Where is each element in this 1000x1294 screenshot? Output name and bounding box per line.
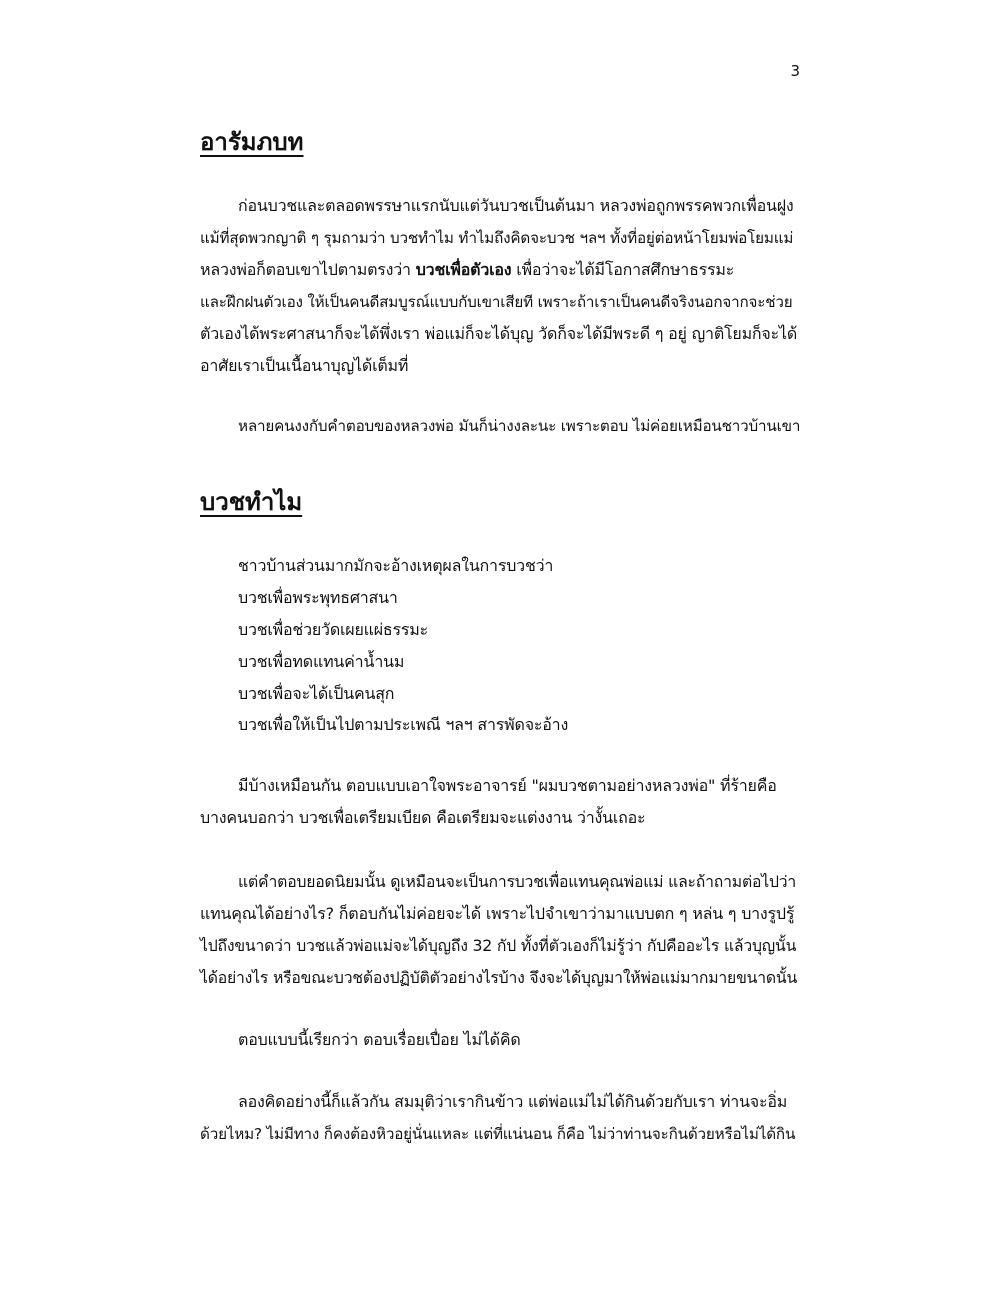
- text-run: หลวงพ่อก็ตอบเขาไปตามตรงว่า: [200, 260, 416, 279]
- paragraph-line: ด้วยไหม? ไม่มีทาง ก็คงต้องหิวอยู่นั่นแหละ แต่ที่แน่นอน ก็คือ ไม่ว่าท่านจะกินด้วยหรือไม่ได้กิน: [200, 1125, 796, 1143]
- list-item: บวชเพื่อพระพุทธศาสนา: [238, 588, 398, 607]
- paragraph-line: [200, 258, 734, 282]
- page-number: 3: [790, 62, 800, 80]
- list-item: บวชเพื่อจะได้เป็นคนสุก: [238, 684, 395, 703]
- list-intro: ชาวบ้านส่วนมากมักจะอ้างเหตุผลในการบวชว่า: [238, 556, 554, 575]
- paragraph-line: หลายคนงงกับคำตอบของหลวงพ่อ มันก็น่างงละนะ เพราะตอบ ไม่ค่อยเหมือนชาวบ้านเขา: [238, 417, 801, 435]
- paragraph-line: ก่อนบวชและตลอดพรรษาแรกนับแต่วันบวชเป็นต้นมา หลวงพ่อถูกพรรคพวกเพื่อนฝูง: [238, 196, 794, 215]
- emphasis-text: บวชเพื่อตัวเอง: [415, 260, 512, 279]
- paragraph-line: ไปถึงขนาดว่า บวชแล้วพ่อแม่จะได้บุญถึง 32 กัป ทั้งที่ตัวเองก็ไม่รู้ว่า กัปคืออะไร แล้วบุญนั้น: [200, 936, 797, 955]
- paragraph-line: แต่คำตอบยอดนิยมนั้น ดูเหมือนจะเป็นการบวชเพื่อแทนคุณพ่อแม่ และถ้าถามต่อไปว่า: [238, 872, 797, 891]
- paragraph-line: แทนคุณได้อย่างไร? ก็ตอบกันไม่ค่อยจะได้ เพราะไปจำเขาว่ามาแบบตก ๆ หล่น ๆ บางรูปรู้: [200, 904, 795, 923]
- list-item: บวชเพื่อให้เป็นไปตามประเพณี ฯลฯ สารพัดจะอ้าง: [238, 715, 569, 734]
- paragraph-line: แม้ที่สุดพวกญาติ ๆ รุมถามว่า บวชทำไม ทำไมถึงคิดจะบวช ฯลฯ ทั้งที่อยู่ต่อหน้าโยมพ่อโยมแม่: [200, 229, 794, 247]
- paragraph-line: ได้อย่างไร หรือขณะบวชต้องปฏิบัติตัวอย่างไรบ้าง จึงจะได้บุญมาให้พ่อแม่มากมายขนาดนั้น: [200, 968, 798, 987]
- text-run: เพื่อว่าจะได้มีโอกาสศึกษาธรรมะ: [511, 260, 735, 279]
- paragraph-line: อาศัยเราเป็นเนื้อนาบุญได้เต็มที่: [200, 356, 409, 375]
- paragraph-line: ตอบแบบนี้เรียกว่า ตอบเรื่อยเปื่อย ไม่ได้คิด: [238, 1030, 521, 1049]
- section-heading-why-ordain: บวชทำไม: [200, 488, 303, 516]
- list-item: บวชเพื่อช่วยวัดเผยแผ่ธรรมะ: [238, 620, 429, 639]
- paragraph-line: ลองคิดอย่างนี้ก็แล้วกัน สมมุติว่าเรากินข้าว แต่พ่อแม่ไม่ได้กินด้วยกับเรา ท่านจะอิ่ม: [238, 1092, 788, 1111]
- paragraph-line: ตัวเองได้พระศาสนาก็จะได้พึ่งเรา พ่อแม่ก็จะได้บุญ วัดก็จะได้มีพระดี ๆ อยู่ ญาติโยมก็จะได้: [200, 324, 798, 343]
- section-heading-introduction: อารัมภบท: [200, 128, 304, 156]
- paragraph-line: บางคนบอกว่า บวชเพื่อเตรียมเบียด คือเตรียมจะแต่งงาน ว่างั้นเถอะ: [200, 808, 646, 827]
- list-item: บวชเพื่อทดแทนค่าน้ำนม: [238, 652, 405, 671]
- paragraph-line: และฝึกฝนตัวเอง ให้เป็นคนดีสมบูรณ์แบบกับเขาเสียที เพราะถ้าเราเป็นคนดีจริงนอกจากจะช่วย: [200, 293, 793, 311]
- paragraph-line: มีบ้างเหมือนกัน ตอบแบบเอาใจพระอาจารย์ "ผมบวชตามอย่างหลวงพ่อ" ที่ร้ายคือ: [238, 776, 777, 795]
